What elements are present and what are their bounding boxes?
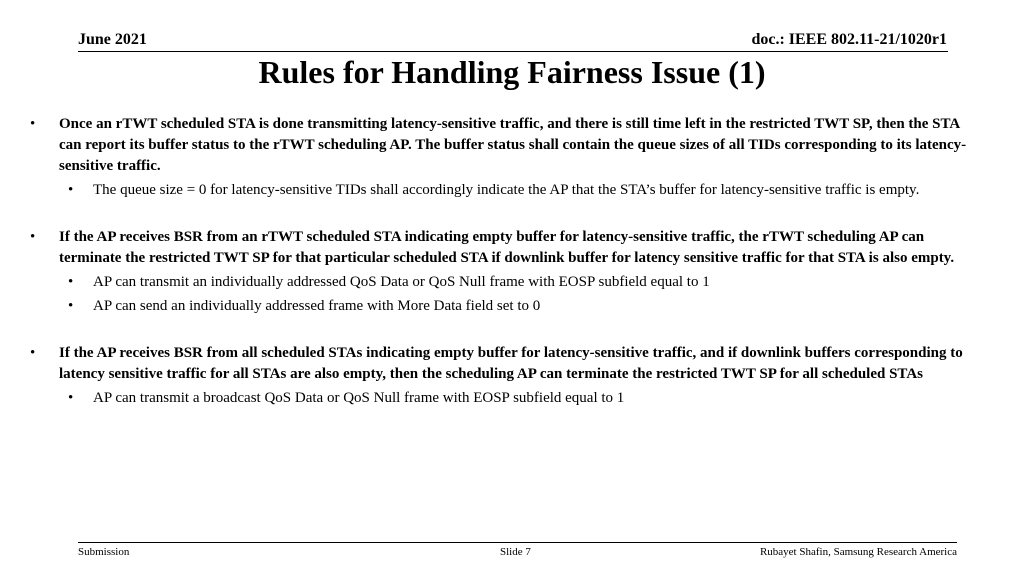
bullet-3 — [22, 343, 984, 385]
bullet-dot-icon: • — [30, 229, 36, 245]
bullet-2-sub-1 — [22, 272, 984, 293]
bullet-2 — [22, 227, 984, 269]
footer-author: Rubayet Shafin, Samsung Research America — [759, 546, 957, 558]
slide-body — [22, 114, 984, 409]
bullet-dot-icon: • — [30, 116, 36, 132]
bullet-dot-icon: • — [68, 274, 74, 290]
bullet-1-sub-1-text: The queue size = 0 for latency-sensitive TIDs shall accordingly indicate the AP that the STA’s buffer for latency-sensitive traffic is empty. — [93, 182, 920, 198]
header-date: June 2021 — [78, 31, 147, 48]
bullet-1-sub-1 — [22, 180, 984, 201]
bullet-2-sub-2-text: AP can send an individually addressed frame with More Data field set to 0 — [93, 298, 541, 314]
bullet-1 — [22, 114, 984, 177]
bullet-1-text: Once an rTWT scheduled STA is done transmitting latency-sensitive traffic, and there is still time left in the restricted TWT SP, then the STA can report its buffer status to the rTWT scheduling AP. The buffer status shall contain the queue sizes of all TIDs corresponding to its latency-sensitive traffic. — [59, 116, 967, 174]
bullet-3-sub-1-text: AP can transmit a broadcast QoS Data or QoS Null frame with EOSP subfield equal to 1 — [93, 390, 625, 406]
bullet-3-text: If the AP receives BSR from all scheduled STAs indicating empty buffer for latency-sensitive traffic, and if downlink buffers corresponding to latency sensitive traffic for all STAs are also empty, then the scheduling AP can terminate the restricted TWT SP for all scheduled STAs — [59, 345, 963, 382]
bullet-dot-icon: • — [68, 390, 74, 406]
slide-title: Rules for Handling Fairness Issue (1) — [258, 54, 766, 90]
footer-slide-number: Slide 7 — [500, 546, 531, 558]
bullet-2-sub-2 — [22, 296, 984, 317]
footer-submission: Submission — [78, 546, 130, 558]
bullet-2-sub-1-text: AP can transmit an individually addressed QoS Data or QoS Null frame with EOSP subfield equal to 1 — [93, 274, 710, 290]
bullet-3-sub-1 — [22, 388, 984, 409]
bullet-dot-icon: • — [68, 298, 74, 314]
bullet-2-text: If the AP receives BSR from an rTWT scheduled STA indicating empty buffer for latency-sensitive traffic, the rTWT scheduling AP can terminate the restricted TWT SP for that particular scheduled STA if downlink buffer for latency sensitive traffic for that STA is also empty. — [59, 229, 955, 266]
header-doc-id: doc.: IEEE 802.11-21/1020r1 — [751, 31, 947, 48]
bullet-dot-icon: • — [30, 345, 36, 361]
footer-divider — [78, 542, 957, 543]
bullet-dot-icon: • — [68, 182, 74, 198]
